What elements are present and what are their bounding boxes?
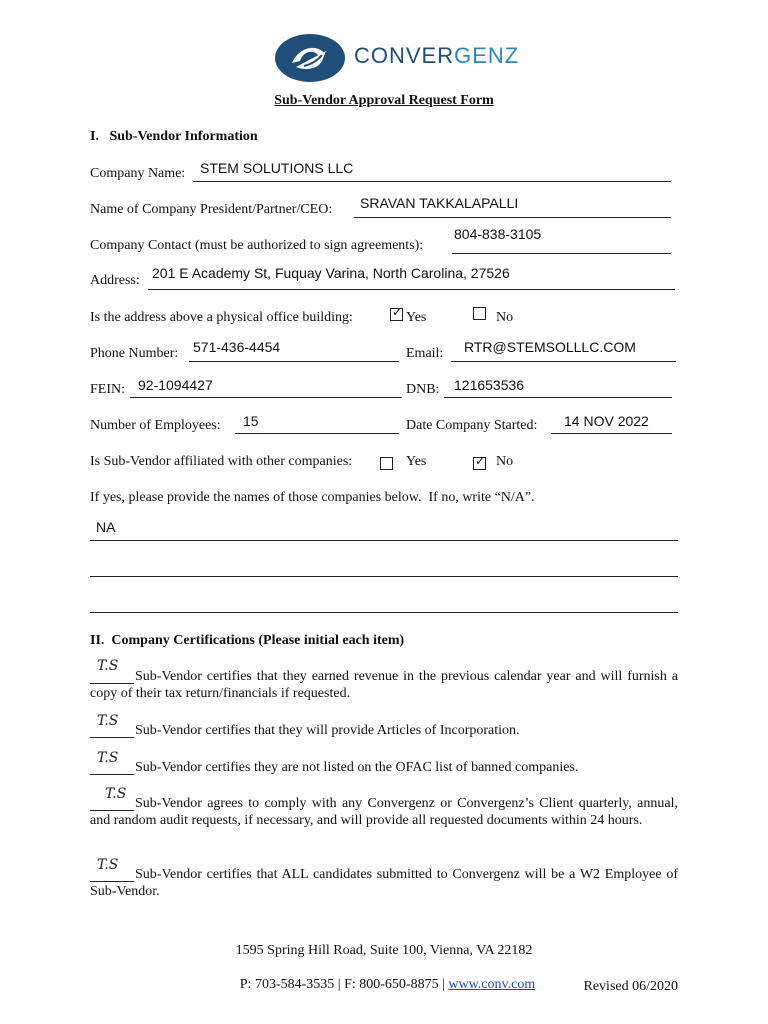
physical-yes-label: Yes <box>406 310 427 325</box>
president-line <box>354 217 671 218</box>
company-logo <box>274 33 520 85</box>
checkmark-icon: ✓ <box>475 454 486 468</box>
logo-text-conver: CONVER <box>354 43 455 68</box>
initials-4[interactable]: T.S <box>105 786 127 802</box>
employees-line <box>235 433 399 434</box>
phone-label: Phone Number: <box>90 346 179 361</box>
phone-line <box>189 361 399 362</box>
footer-address: 1595 Spring Hill Road, Suite 100, Vienna, VA 22182 <box>235 943 533 958</box>
address-line <box>148 289 675 290</box>
affiliated-no-checkbox[interactable] <box>473 454 486 470</box>
company-name-line <box>193 181 671 182</box>
fein-label: FEIN: <box>90 382 125 397</box>
company-name-label: Company Name: <box>90 166 186 181</box>
affiliated-instructions: If yes, please provide the names of those companies below. If no, write “N/A”. <box>90 490 535 505</box>
affiliated-no-label: No <box>496 454 514 469</box>
affiliated-line-3 <box>90 612 678 613</box>
form-title: Sub-Vendor Approval Request Form <box>274 93 494 108</box>
affiliated-yes-label: Yes <box>406 454 427 469</box>
affiliated-line-2 <box>90 576 678 577</box>
certification-5 <box>90 866 678 900</box>
footer-website-link[interactable]: www.conv.com <box>448 977 536 992</box>
certification-4-text: Sub-Vendor agrees to comply with any Convergenz or Convergenz’s Client quarterly, annual, and random audit requests, if necessary, and will provide all requested documents within 24 hours. <box>90 796 678 828</box>
affiliated-yes-checkbox[interactable] <box>380 457 393 470</box>
initials-2[interactable]: T.S <box>97 713 119 729</box>
dnb-line <box>444 397 672 398</box>
date-started-line <box>551 433 672 434</box>
section2-heading: II. Company Certifications (Please initial each item) <box>90 633 405 648</box>
affiliated-question: Is Sub-Vendor affiliated with other companies: <box>90 454 353 469</box>
address-field[interactable]: 201 E Academy St, Fuquay Varina, North Carolina, 27526 <box>152 265 510 281</box>
date-started-label: Date Company Started: <box>406 418 538 433</box>
certification-4 <box>90 795 678 829</box>
president-label: Name of Company President/Partner/CEO: <box>90 202 333 217</box>
affiliated-companies-field[interactable]: NA <box>96 519 116 535</box>
affiliated-line-1 <box>90 540 678 541</box>
phone-field[interactable]: 571-436-4454 <box>193 339 281 355</box>
initials-1[interactable]: T.S <box>97 658 119 674</box>
logo-text-genz: GENZ <box>454 43 520 68</box>
certification-1-text: Sub-Vendor certifies that they earned revenue in the previous calendar year and will furnish a copy of their tax return/financials if requested. <box>90 669 678 701</box>
date-started-field[interactable]: 14 NOV 2022 <box>564 413 649 429</box>
contact-field[interactable]: 804-838-3105 <box>454 226 542 242</box>
section1-heading: I. Sub-Vendor Information <box>90 129 258 144</box>
certification-2-text: Sub-Vendor certifies that they will provide Articles of Incorporation. <box>135 723 520 738</box>
contact-line <box>452 253 671 254</box>
email-line <box>451 361 676 362</box>
physical-yes-checkbox[interactable] <box>390 305 403 321</box>
physical-office-question: Is the address above a physical office building: <box>90 310 353 325</box>
company-name-field[interactable]: STEM SOLUTIONS LLC <box>200 160 354 176</box>
revised-date: Revised 06/2020 <box>583 979 678 994</box>
initials-5[interactable]: T.S <box>97 857 119 873</box>
president-field[interactable]: SRAVAN TAKKALAPALLI <box>360 195 519 211</box>
certification-5-text: Sub-Vendor certifies that ALL candidates submitted to Convergenz will be a W2 Employee of Sub-Vendor. <box>90 867 678 899</box>
certification-1 <box>90 668 678 702</box>
employees-label: Number of Employees: <box>90 418 221 433</box>
dnb-field[interactable]: 121653536 <box>454 377 525 393</box>
certification-3-text: Sub-Vendor certifies they are not listed on the OFAC list of banned companies. <box>135 760 579 775</box>
checkmark-icon: ✓ <box>392 305 403 319</box>
footer-phone-fax: P: 703-584-3535 | F: 800-650-8875 | <box>239 977 449 992</box>
physical-no-label: No <box>496 310 514 325</box>
fein-line <box>130 397 402 398</box>
initials-3[interactable]: T.S <box>97 750 119 766</box>
physical-no-checkbox[interactable] <box>473 307 486 320</box>
employees-field[interactable]: 15 <box>243 413 259 429</box>
address-label: Address: <box>90 273 140 288</box>
email-label: Email: <box>406 346 444 361</box>
contact-label: Company Contact (must be authorized to sign agreements): <box>90 238 424 253</box>
certification-2 <box>90 722 678 739</box>
convergenz-logo-icon <box>274 33 346 83</box>
email-field[interactable]: RTR@STEMSOLLLC.COM <box>464 339 636 355</box>
fein-field[interactable]: 92-1094427 <box>138 377 213 393</box>
dnb-label: DNB: <box>406 382 440 397</box>
certification-3 <box>90 759 678 776</box>
